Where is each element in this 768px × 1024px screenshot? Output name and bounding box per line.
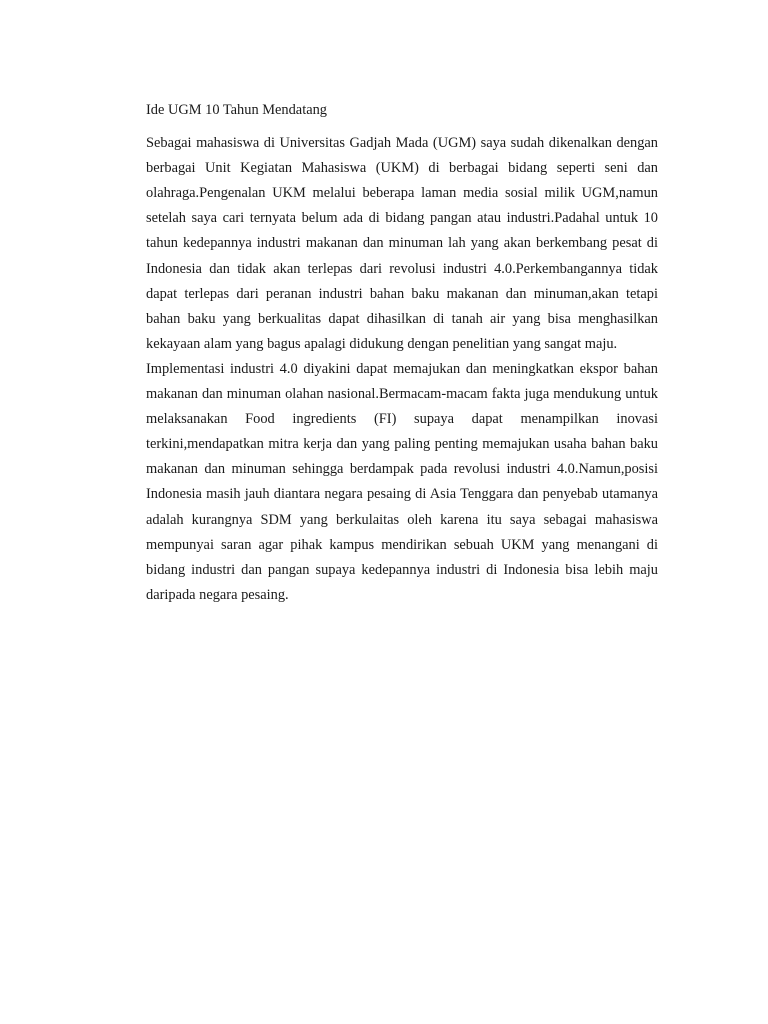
paragraph-1: Sebagai mahasiswa di Universitas Gadjah Mada (UGM) saya sudah dikenalkan dengan berbagai Unit Kegiatan Mahasiswa (UKM) di berbagai bidang seperti seni dan olahraga.Pengenalan UKM melalui beberapa laman media sosial milik UGM,namun setelah saya cari ternyata belum ada di bidang pangan atau industri.Padahal untuk 10 tahun kedepannya industri makanan dan minuman lah yang akan berkembang pesat di Indonesia dan tidak akan terlepas dari revolusi industri 4.0.Perkembangannya tidak dapat terlepas dari peranan industri bahan baku makanan dan minuman,akan tetapi bahan baku yang berkualitas dapat dihasilkan di tanah air yang bisa menghasilkan kekayaan alam yang bagus apalagi didukung dengan penelitian yang sangat maju. <box>146 135 658 352</box>
paragraph-2: Implementasi industri 4.0 diyakini dapat memajukan dan meningkatkan ekspor bahan makanan dan minuman olahan nasional.Bermacam-macam fakta juga mendukung untuk melaksanakan Food ingredients (FI) supaya dapat menampilkan inovasi terkini,mendapatkan mitra kerja dan yang paling penting memajukan usaha bahan baku makanan dan minuman sehingga berdampak pada revolusi industri 4.0.Namun,posisi Indonesia masih jauh diantara negara pesaing di Asia Tenggara dan penyebab utamanya adalah kurangnya SDM yang berkulaitas oleh karena itu saya sebagai mahasiswa mempunyai saran agar pihak kampus mendirikan sebuah UKM yang menangani di bidang industri dan pangan supaya kedepannya industri di Indonesia bisa lebih maju daripada negara pesaing. <box>146 360 658 603</box>
document-title: Ide UGM 10 Tahun Mendatang <box>146 102 327 118</box>
document-body <box>146 98 658 608</box>
